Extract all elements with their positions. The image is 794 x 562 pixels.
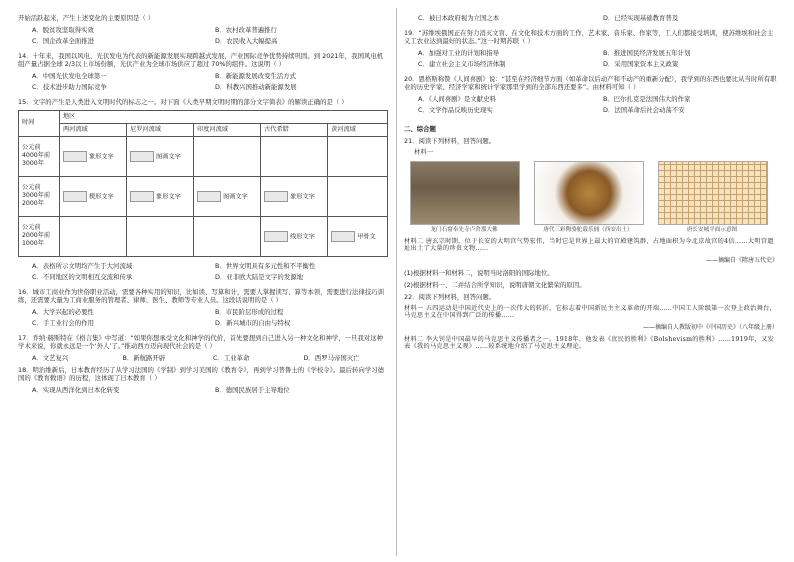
region-greece: 古代希腊: [261, 123, 328, 136]
q14-option-d: D．科教兴国推动新能源发展: [215, 83, 297, 91]
image-caption: 龙门石窟奉先寺卢舍那大佛: [430, 226, 498, 233]
column-divider: [396, 8, 397, 556]
image-caption: 唐代三彩陶骆驼载乐俑（西安出土）: [543, 226, 633, 233]
q17-option-b: B．新航路开辟: [122, 353, 166, 362]
table-cell: 象形文字: [60, 136, 127, 176]
image-caption: 唐长安城平面示意图: [686, 226, 738, 233]
q13-option-d: D．农民收入大幅提高: [215, 37, 278, 45]
image-figure: [534, 161, 642, 234]
table-cell: [60, 216, 127, 256]
q15-options: [32, 262, 388, 284]
script-sample-icon: [264, 231, 288, 242]
q13-options: [32, 26, 388, 48]
table-cell: [328, 176, 388, 216]
q18-option-a: A．实现从西洋化到日本化转变: [32, 385, 120, 394]
q13-option-c: C．国企改革全面推进: [32, 37, 94, 45]
material-source: ——摘编自《隋唐五代史》: [705, 257, 778, 265]
right-column: [404, 14, 778, 355]
q13-stem-tail: 开始活跃起来，产生上述变化的主要原因是（ ）: [18, 14, 155, 22]
table-cell: [194, 216, 261, 256]
section-heading: 二、综合题: [404, 125, 436, 133]
q20-stem: 20．恩格斯称赞《人间喜剧》说：“甚至在经济细节方面（如革命以后动产和不动产的重新分配），我学到的东西也要比从当时所有职业的历史学家、经济学家和统计学家那里学到的全部东西还要多”。由材料可知（ ）: [404, 75, 777, 91]
table-cell: 象形文字: [261, 176, 328, 216]
table-header-region: 地区: [60, 111, 388, 124]
q22-stem: 22．阅读下列材料，回答问题。: [404, 292, 496, 301]
script-sample-icon: [130, 191, 154, 202]
camel-figurine-photo: [534, 161, 644, 225]
script-sample-icon: [331, 231, 355, 242]
table-header-time: 时间: [19, 111, 60, 137]
material-four: 材料二 李大钊是中国最早的马克思主义传播者之一。1918年，他发表《庶民的胜利》《Bolshevism的胜利》……1919年，又发表《我的马克思主义观》……较系统地介绍了马克思主义理论。: [404, 335, 775, 351]
image-figure: [658, 161, 766, 234]
q15-option-b: B．世界文明具有多元性和不平衡性: [215, 261, 316, 270]
q16-option-b: B．市民阶层形成的过程: [215, 307, 284, 316]
script-sample-icon: [264, 191, 288, 202]
table-cell: [194, 136, 261, 176]
writing-table: [18, 110, 388, 257]
q21-sub1: (1)根据材料一和材料二，说明当时洛阳的国际地位。: [404, 268, 554, 277]
q20-option-a: A．《人间喜剧》是文献史料: [418, 95, 496, 103]
table-cell: 楔形文字: [60, 176, 127, 216]
q19-stem: 19．“苏维埃俄国正在努力消灭文盲、在文化和技术方面的工作，艺术家、音乐家、作家等，工人们都接受培训，使苏维埃和社会主义工农业达到最好的状态。”这一时期苏联（ ）: [404, 29, 774, 45]
table-cell: 甲骨文: [328, 216, 388, 256]
q14-option-c: C．技术进步助力国际竞争: [32, 83, 107, 91]
material-two: 材料二 唐玄宗时期，位于长安的大明宫气势宏伟，当时它是世界上最大的宫殿建筑群，占地面积为今北京故宫的4倍……大明宫遗址出土了大量的珍贵文物……: [404, 237, 774, 253]
q19-option-b: B．推进国民经济发展五年计划: [603, 49, 691, 57]
table-cell: [127, 216, 194, 256]
q18-options: [32, 386, 388, 397]
q17-stem: 17．乔纳·赫斯特在《格言集》中写道：“如果你想承受文化和神学的代价，首先要想到自己进入另一种文化和神学，一旦我对这种学术来说，你就永远是一个‘外人’了。”推动西方迈向现代社会的是（ ）: [18, 333, 383, 350]
script-sample-icon: [63, 191, 87, 202]
q18-option-b: B．德国民族居于主导地位: [215, 385, 290, 394]
q16-option-d: D．新兴城市的自由与特权: [215, 318, 291, 327]
region-yellow-river: 黄河流域: [328, 123, 388, 136]
script-sample-icon: [63, 151, 87, 162]
grotto-photo: [410, 161, 520, 225]
table-cell: 图画文字: [194, 176, 261, 216]
q19-option-a: A．加强对工业的计划和指导: [418, 49, 500, 57]
q17-option-a: A．文艺复兴: [32, 353, 69, 362]
q13-option-a: A．脱贫攻坚取得实效: [32, 26, 94, 34]
left-column: [18, 14, 388, 401]
q15-option-d: D．亚非欧大陆是文字的发源地: [215, 272, 303, 281]
q15-stem: 15．文字的产生是人类进入文明时代的标志之一。对下面《人类早期文明时期的部分文字简表》的解读正确的是（ ）: [18, 98, 348, 106]
material-source: ——摘编自人教版初中《中国历史》（八年级上册）: [642, 324, 778, 332]
q13-option-b: B．农村改革普遍推行: [215, 26, 277, 34]
table-row-time: 公元前4000年前3000年: [19, 136, 60, 176]
material-images: [410, 161, 778, 234]
q16-options: [32, 308, 388, 330]
q20-option-c: C．文学作品反映历史现实: [418, 106, 493, 114]
q19-option-d: D．采用国家资本主义政策: [603, 60, 679, 68]
q18-option-c: C．被日本政府视为立国之本: [418, 14, 500, 22]
q20-option-d: D．法国革命后社会动荡不安: [603, 106, 685, 114]
script-sample-icon: [130, 151, 154, 162]
q20-option-b: B．巴尔扎克是法国伟大的作家: [603, 95, 691, 103]
q19-option-c: C．建立社会主义市场经济体制: [418, 60, 506, 68]
table-cell: 图画文字: [127, 136, 194, 176]
q19-options: [418, 49, 778, 71]
table-cell: 象形文字: [127, 176, 194, 216]
q18-stem: 18．明治维新后，日本教育经历了从学习法国的《学制》到学习美国的《教育令》，再到学习普鲁士的《学校令》。最后转向学习德国的《教育敕语》的历程，这体现了日本教育（ ）: [18, 365, 384, 382]
q15-option-c: C．不同地区的文明相互交流和传承: [32, 272, 133, 281]
q21-stem: 21．阅读下列材料，回答问题。: [404, 137, 496, 145]
q16-option-c: C．手工业行会的作用: [32, 318, 94, 327]
q14-options: [32, 72, 388, 94]
q21-sub2: (2)根据材料一、二并结合所学知识，说明唐朝文化繁荣的原因。: [404, 280, 586, 289]
q16-option-a: A．大学兴起的必要性: [32, 307, 94, 316]
q14-option-b: B．新能源发展改变生活方式: [215, 72, 297, 80]
q17-option-d: D．西罗马帝国灭亡: [303, 353, 360, 362]
q16-stem: 16．城市工商业作为世俗职业活动，需要各种实用的知识，比如读、写算和计，需要人掌握读写、算等本领，需要进行法律技巧训练，还需要大量为工商业服务的管理者、律师、医生、教师等专业人员。这段话说明的是（ ）: [18, 287, 385, 304]
q18-option-d: D．已经实现基础教育普及: [603, 14, 679, 22]
q17-options: [32, 354, 388, 362]
region-indus: 印度河流域: [194, 123, 261, 136]
table-cell: [328, 136, 388, 176]
q20-options: [418, 95, 778, 117]
city-plan-map: [658, 161, 768, 225]
region-mesopotamia: 两河流域: [60, 123, 127, 136]
q18-options-cont: [418, 14, 778, 25]
q14-option-a: A．中国光伏发电全球第一: [32, 72, 107, 80]
q15-option-a: A．表格所示文明均产生于大河流域: [32, 261, 133, 270]
table-row-time: 公元前2000年前1000年: [19, 216, 60, 256]
table-cell: 线形文字: [261, 216, 328, 256]
table-cell: [261, 136, 328, 176]
image-figure: [410, 161, 518, 234]
script-sample-icon: [197, 191, 221, 202]
q14-stem: 14．十年来，我国以风电、光伏发电为代表的新能源发展实现跨越式发展，产业国际竞争优势持续巩固。到 2021年，我国风电机组产量占据全球 2/3以上市场份额，光伏产业为全球市场供应了超过 70%的组件。这说明（ ）: [18, 52, 384, 68]
q17-option-c: C．工业革命: [213, 353, 250, 362]
table-row-time: 公元前3000年前2000年: [19, 176, 60, 216]
region-nile: 尼罗河流域: [127, 123, 194, 136]
material-label: 材料一: [414, 149, 434, 156]
material-three: 材料一 五四运动是中国近代史上的一次伟大的转折，它标志着中国新民主主义革命的开端……中国工人阶级第一次登上政治舞台，马克思主义在中国得到广泛的传播……: [404, 304, 777, 320]
